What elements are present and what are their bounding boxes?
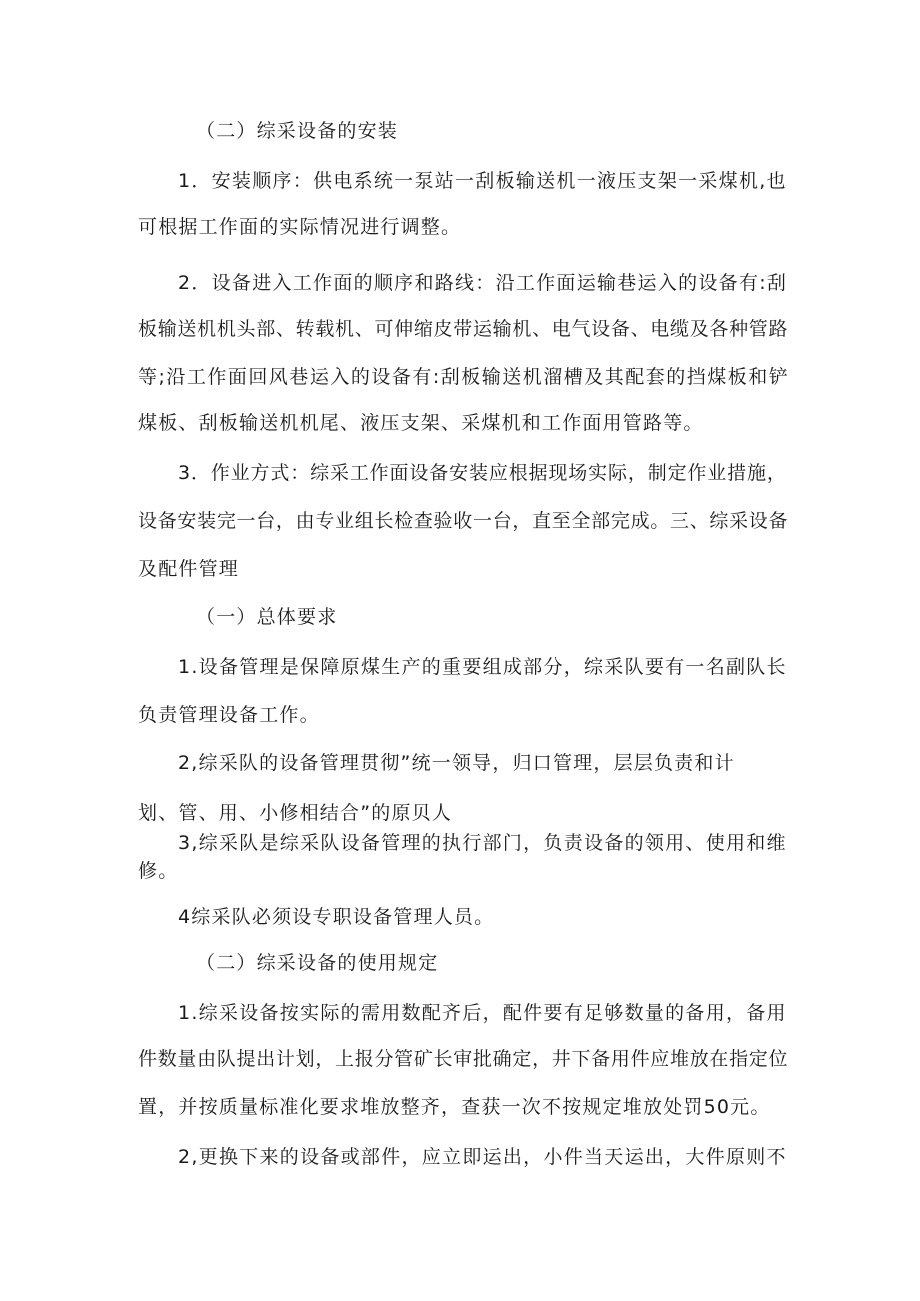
paragraph-line: 3 ． 作 业 方 式 ： 综 采 工 作 面 设 备 安 装 应 根 据 现 场 实 际 ， 制 定 作 业 措 施 ， [178,462,786,484]
paragraph-line: 及配件管理 [138,558,240,580]
paragraph-line: 2 ． 设 备 进 入 工 作 面 的 顺 序 和 路 线 ： 沿 工 作 面 运 输 巷 运 入 的 设 备 有 : 刮 [178,272,786,294]
paragraph-line: 修。 [138,860,179,882]
paragraph-line: 1 . 综 采 设 备 按 实 际 的 需 用 数 配 齐 后 ， 配 件 要 有 足 够 数 量 的 备 用 ， 备 用 [178,1002,786,1024]
paragraph-line: 板 输 送 机 机 头 部 、 转 载 机 、 可 伸 缩 皮 带 运 输 机 、 电 气 设 备 、 电 缆 及 各 种 管 路 [138,318,788,340]
section-heading-equipment-installation: （二）综采设备的安装 [196,120,399,142]
section-heading-general-requirements: （一）总体要求 [196,606,338,628]
paragraph-line: 煤板、刮板输送机机尾、液压支架、采煤机和工作面用管路等。 [138,412,704,434]
paragraph-line: 4综采队必须设专职设备管理人员。 [178,906,495,928]
paragraph-line: 等 ; 沿 工 作 面 回 风 巷 运 入 的 设 备 有 : 刮 板 输 送 机 溜 槽 及 其 配 套 的 挡 煤 板 和 铲 [138,366,788,388]
paragraph-line: 2,综采队的设备管理贯彻”统一领导，归口管理，层层负责和计 [178,752,735,774]
paragraph-line: 1 ． 安 装 顺 序 ： 供 电 系 统 一 泵 站 一 刮 板 输 送 机 一 液 压 支 架 一 采 煤 机 , 也 [178,170,786,192]
paragraph-line: 1 . 设 备 管 理 是 保 障 原 煤 生 产 的 重 要 组 成 部 分 ， 综 采 队 要 有 一 名 副 队 长 [178,656,786,678]
paragraph-line: 负责管理设备工作。 [138,704,320,726]
section-heading-usage-rules: （二）综采设备的使用规定 [196,952,439,974]
paragraph-line: 置，并按质量标准化要求堆放整齐，查获一次不按规定堆放处罚50元。 [138,1096,771,1118]
paragraph-line: 3 , 综 采 队 是 综 采 队 设 备 管 理 的 执 行 部 门 ， 负 责 设 备 的 领 用 、 使 用 和 维 [178,832,786,854]
paragraph-line: 可根据工作面的实际情况进行调整。 [138,216,462,238]
paragraph-line: 2 , 更 换 下 来 的 设 备 或 部 件 ， 应 立 即 运 出 ， 小 件 当 天 运 出 ， 大 件 原 则 不 [178,1146,786,1168]
paragraph-line: 设 备 安 装 完 一 台 ， 由 专 业 组 长 检 查 验 收 一 台 ， 直 至 全 部 完 成 。 三 、 综 采 设 备 [138,510,788,532]
paragraph-line: 件 数 量 由 队 提 出 计 划 ， 上 报 分 管 矿 长 审 批 确 定 ， 井 下 备 用 件 应 堆 放 在 指 定 位 [138,1048,788,1070]
paragraph-line: 划、管、用、小修相结合”的原贝人 [138,802,453,824]
